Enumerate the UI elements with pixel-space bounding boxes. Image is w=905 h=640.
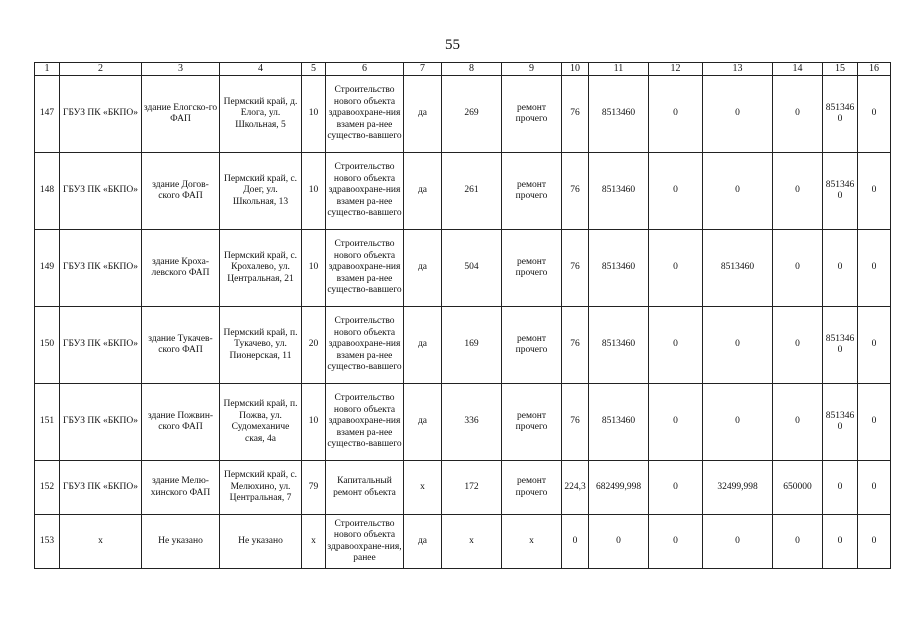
table-cell: здание Кроха-левского ФАП	[142, 230, 220, 307]
page-number: 55	[445, 37, 460, 53]
column-header: 8	[442, 63, 502, 76]
table-cell: 0	[823, 461, 858, 515]
table-row	[35, 230, 891, 307]
table-cell: 0	[773, 76, 823, 153]
table-cell: 0	[773, 307, 823, 384]
column-header: 13	[703, 63, 773, 76]
table-cell: 682499,998	[589, 461, 649, 515]
column-header: 16	[858, 63, 891, 76]
table-cell: 0	[649, 307, 703, 384]
table-cell: Пермский край, с. Мелюхино, ул. Центральная, 7	[220, 461, 302, 515]
table-cell: 0	[649, 461, 703, 515]
table-cell: 0	[773, 230, 823, 307]
table-row	[35, 153, 891, 230]
table-cell: 0	[649, 230, 703, 307]
table-cell: да	[404, 153, 442, 230]
table-cell: х	[404, 461, 442, 515]
table-cell: здание Догов-ского ФАП	[142, 153, 220, 230]
table-row	[35, 76, 891, 153]
table-cell: да	[404, 307, 442, 384]
table-cell: Строительство нового объекта здравоохране-ния взамен ра-нее существо-вавшего	[326, 230, 404, 307]
table-cell: 0	[858, 230, 891, 307]
table-cell: 269	[442, 76, 502, 153]
table-cell: ремонт прочего	[502, 76, 562, 153]
table-cell: Строительство нового объекта здравоохране-ния взамен ра-нее существо-вавшего	[326, 384, 404, 461]
column-header: 15	[823, 63, 858, 76]
column-header: 12	[649, 63, 703, 76]
table-cell: 0	[562, 515, 589, 569]
table-cell: да	[404, 230, 442, 307]
table-cell: 147	[35, 76, 60, 153]
table-cell: х	[502, 515, 562, 569]
table-cell: 0	[858, 384, 891, 461]
table-cell: 8513460	[589, 307, 649, 384]
table-cell: 851346 0	[823, 76, 858, 153]
table-cell: ГБУЗ ПК «БКПО»	[60, 153, 142, 230]
table-cell: 152	[35, 461, 60, 515]
table-row	[35, 461, 891, 515]
table-row	[35, 384, 891, 461]
table-cell: 76	[562, 307, 589, 384]
table-cell: 150	[35, 307, 60, 384]
table-cell: 20	[302, 307, 326, 384]
table-cell: 0	[649, 153, 703, 230]
table-cell: 0	[858, 76, 891, 153]
column-header: 9	[502, 63, 562, 76]
table-cell: 0	[703, 307, 773, 384]
table-cell: 0	[703, 153, 773, 230]
table-cell: Пермский край, д. Елога, ул. Школьная, 5	[220, 76, 302, 153]
table-cell: 76	[562, 230, 589, 307]
table-cell: 10	[302, 76, 326, 153]
table-cell: здание Пожвин-ского ФАП	[142, 384, 220, 461]
table-cell: 148	[35, 153, 60, 230]
table-cell: 650000	[773, 461, 823, 515]
table-cell: Пермский край, п. Тукачево, ул. Пионерская, 11	[220, 307, 302, 384]
table-cell: 851346 0	[823, 384, 858, 461]
table-cell: 79	[302, 461, 326, 515]
column-header: 7	[404, 63, 442, 76]
table-cell: 10	[302, 384, 326, 461]
table-cell: 0	[703, 515, 773, 569]
table-cell: 76	[562, 153, 589, 230]
registry-table	[34, 62, 891, 569]
table-cell: Строительство нового объекта здравоохране-ния, ранее	[326, 515, 404, 569]
table-cell: Не указано	[220, 515, 302, 569]
table-cell: ремонт прочего	[502, 461, 562, 515]
table-cell: 0	[649, 76, 703, 153]
column-header: 10	[562, 63, 589, 76]
table-cell: 76	[562, 76, 589, 153]
table-cell: 261	[442, 153, 502, 230]
table-cell: 32499,998	[703, 461, 773, 515]
table-cell: Строительство нового объекта здравоохране-ния взамен ра-нее существо-вавшего	[326, 76, 404, 153]
column-header: 5	[302, 63, 326, 76]
table-cell: 151	[35, 384, 60, 461]
column-header: 2	[60, 63, 142, 76]
table-cell: 8513460	[703, 230, 773, 307]
table-cell: ремонт прочего	[502, 230, 562, 307]
table-cell: 336	[442, 384, 502, 461]
table-cell: здание Елогско-го ФАП	[142, 76, 220, 153]
table-cell: Строительство нового объекта здравоохране-ния взамен ра-нее существо-вавшего	[326, 153, 404, 230]
table-cell: 0	[823, 230, 858, 307]
table-cell: Пермский край, с. Крохалево, ул. Центральная, 21	[220, 230, 302, 307]
table-cell: 0	[858, 307, 891, 384]
table-cell: 76	[562, 384, 589, 461]
table-cell: да	[404, 515, 442, 569]
table-cell: 153	[35, 515, 60, 569]
table-cell: 0	[858, 153, 891, 230]
table-cell: Строительство нового объекта здравоохране-ния взамен ра-нее существо-вавшего	[326, 307, 404, 384]
table-cell: 0	[858, 461, 891, 515]
table-cell: 0	[589, 515, 649, 569]
table-cell: х	[302, 515, 326, 569]
table-cell: 504	[442, 230, 502, 307]
table-cell: 8513460	[589, 76, 649, 153]
table-cell: ГБУЗ ПК «БКПО»	[60, 76, 142, 153]
column-header: 4	[220, 63, 302, 76]
table-cell: Пермский край, с. Доег, ул. Школьная, 13	[220, 153, 302, 230]
table-cell: 172	[442, 461, 502, 515]
table-cell: 224,3	[562, 461, 589, 515]
column-header: 6	[326, 63, 404, 76]
table-cell: 8513460	[589, 153, 649, 230]
table-cell: 0	[703, 76, 773, 153]
table-cell: 0	[649, 515, 703, 569]
table-cell: 149	[35, 230, 60, 307]
table-cell: ремонт прочего	[502, 153, 562, 230]
table-cell: Пермский край, п. Пожва, ул. Судомеханиче ская, 4а	[220, 384, 302, 461]
table-cell: х	[442, 515, 502, 569]
table-cell: 851346 0	[823, 153, 858, 230]
column-header: 11	[589, 63, 649, 76]
table-cell: 0	[773, 153, 823, 230]
table-cell: ГБУЗ ПК «БКПО»	[60, 230, 142, 307]
table-cell: 0	[858, 515, 891, 569]
table-cell: ГБУЗ ПК «БКПО»	[60, 384, 142, 461]
table-cell: да	[404, 76, 442, 153]
table-cell: ГБУЗ ПК «БКПО»	[60, 307, 142, 384]
column-header: 3	[142, 63, 220, 76]
table-cell: Капитальный ремонт объекта	[326, 461, 404, 515]
table-cell: 0	[773, 384, 823, 461]
table-cell: 169	[442, 307, 502, 384]
table-cell: 10	[302, 230, 326, 307]
header-row	[35, 63, 891, 76]
table-cell: да	[404, 384, 442, 461]
table-cell: 0	[649, 384, 703, 461]
column-header: 14	[773, 63, 823, 76]
table-cell: 0	[823, 515, 858, 569]
table-cell: 851346 0	[823, 307, 858, 384]
column-header: 1	[35, 63, 60, 76]
table-cell: 8513460	[589, 384, 649, 461]
table-cell: ГБУЗ ПК «БКПО»	[60, 461, 142, 515]
table-cell: 8513460	[589, 230, 649, 307]
table-cell: здание Тукачев-ского ФАП	[142, 307, 220, 384]
table-cell: ремонт прочего	[502, 384, 562, 461]
table-row	[35, 515, 891, 569]
table-cell: х	[60, 515, 142, 569]
table-row	[35, 307, 891, 384]
table-cell: 0	[703, 384, 773, 461]
table-cell: 10	[302, 153, 326, 230]
table-cell: 0	[773, 515, 823, 569]
table-cell: здание Мелю-хинского ФАП	[142, 461, 220, 515]
table-cell: ремонт прочего	[502, 307, 562, 384]
table-cell: Не указано	[142, 515, 220, 569]
